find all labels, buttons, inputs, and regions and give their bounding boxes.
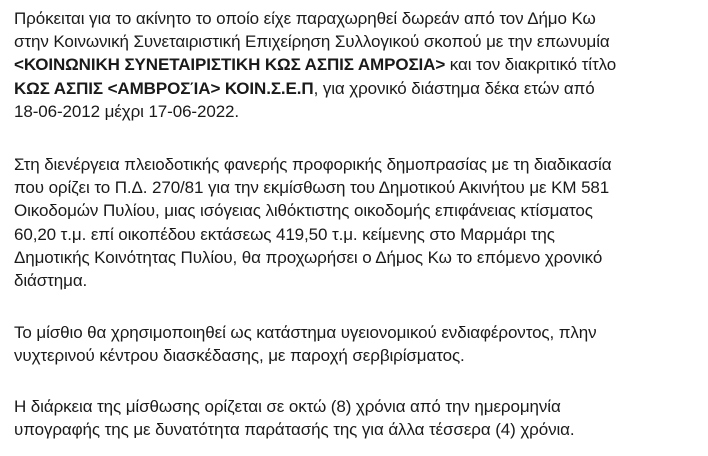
text-run: στην Κοινωνική Συνεταιριστική Επιχείρηση Συλλογικού σκοπού με την επωνυμία	[14, 32, 610, 52]
text-line	[14, 344, 597, 367]
text-line	[14, 53, 616, 76]
text-line	[14, 30, 616, 53]
text-run: Δημοτικής Κοινότητας Πυλίου, θα προχωρήσει ο Δήμος Κω το επόμενο χρονικό	[14, 247, 603, 267]
paragraph-auction-details	[14, 153, 611, 292]
text-line	[14, 246, 611, 269]
text-line	[14, 7, 616, 30]
text-run: Πρόκειται για το ακίνητο το οποίο είχε παραχωρηθεί δωρεάν από τον Δήμο Κω	[14, 9, 596, 28]
text-run: που ορίζει το Π.Δ. 270/81 για την εκμίσθωση του Δημοτικού Ακινήτου με ΚΜ 581	[14, 178, 610, 198]
text-run: Το μίσθιο θα χρησιμοποιηθεί ως κατάστημα υγειονομικού ενδιαφέροντος, πλην	[14, 323, 597, 342]
text-run: διάστημα.	[14, 271, 88, 291]
text-run: Στη διενέργεια πλειοδοτικής φανερής προφορικής δημοπρασίας με τη διαδικασία	[14, 155, 612, 174]
text-run: Η διάρκεια της μίσθωσης ορίζεται σε οκτώ (8) χρόνια από την ημερομηνία	[14, 397, 561, 416]
text-line	[14, 223, 611, 246]
text-line	[14, 269, 611, 292]
text-run: υπογραφής της με δυνατότητα παράτασής της για άλλα τέσσερα (4) χρόνια.	[14, 420, 575, 440]
text-run: , για χρονικό διάστημα δέκα ετών από	[313, 78, 595, 98]
company-title: ΚΩΣ ΑΣΠΙΣ <ΑΜΒΡΟΣΊΑ> ΚΟΙΝ.Σ.Ε.Π	[14, 78, 314, 98]
text-line	[14, 153, 611, 176]
text-run: και τον διακριτικό τίτλο	[445, 55, 617, 75]
paragraph-lease-duration	[14, 395, 575, 441]
text-line	[14, 100, 616, 123]
text-line	[14, 199, 611, 222]
text-line	[14, 176, 611, 199]
text-run: νυχτερινού κέντρου διασκέδασης, με παροχή σερβιρίσματος.	[14, 346, 465, 366]
paragraph-usage	[14, 321, 597, 367]
text-line	[14, 321, 597, 344]
text-run: Οικοδομών Πυλίου, μιας ισόγειας λιθόκτιστης οικοδομής επιφάνειας κτίσματος	[14, 201, 593, 221]
text-line	[14, 77, 616, 100]
text-run: 60,20 τ.μ. επί οικοπέδου εκτάσεως 419,50 τ.μ. κείμενης στο Μαρμάρι της	[14, 224, 555, 244]
paragraph-property-history	[14, 7, 616, 123]
text-line	[14, 418, 575, 441]
text-line	[14, 395, 575, 418]
text-run: 18-06-2012 μέχρι 17-06-2022.	[14, 101, 240, 121]
company-name: <ΚΟΙΝΩΝΙΚΗ ΣΥΝΕΤΑΙΡΙΣΤΙΚΗ ΚΩΣ ΑΣΠΙΣ ΑΜΡΟΣΙΑ>	[14, 55, 446, 75]
